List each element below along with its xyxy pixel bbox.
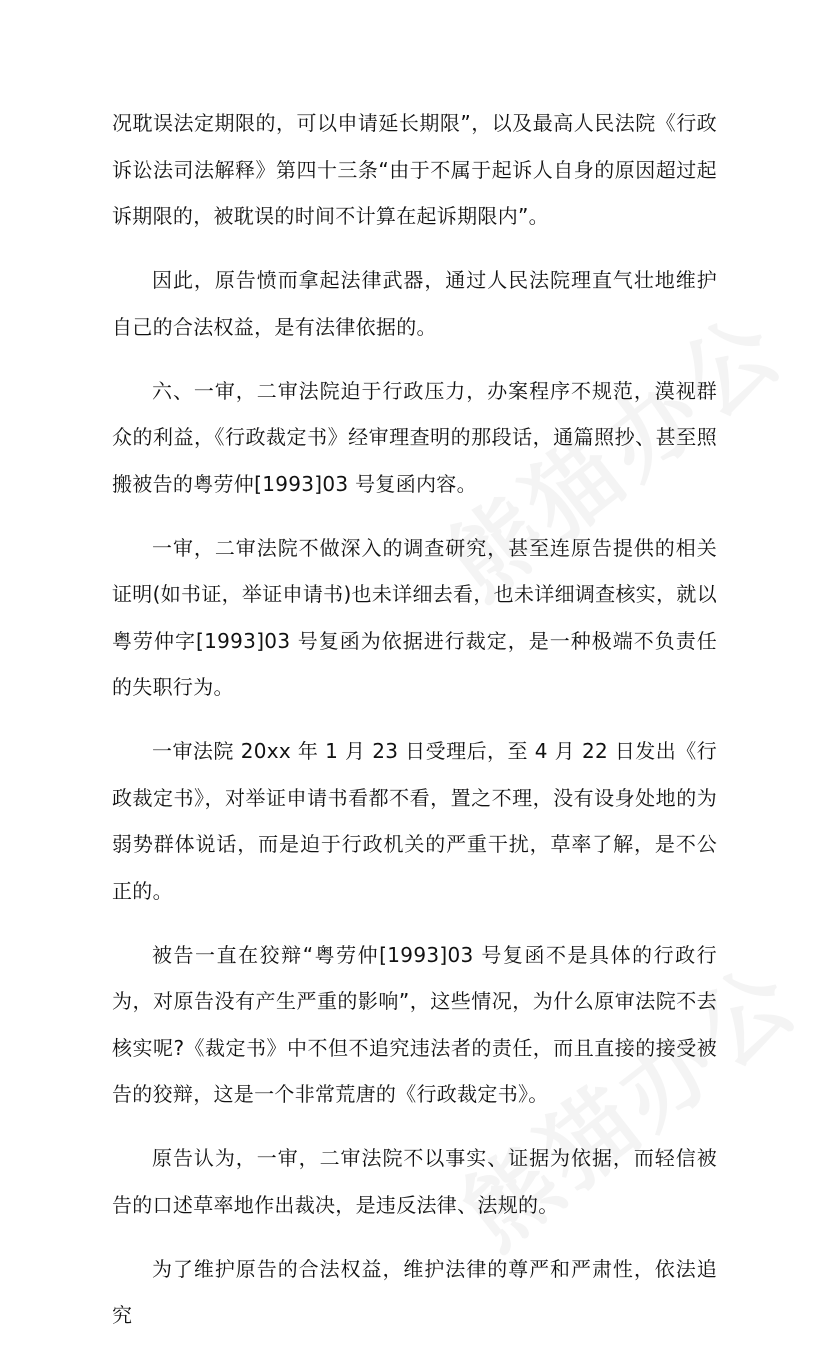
- paragraph-2: 因此，原告愤而拿起法律武器，通过人民法院理直气壮地维护自己的合法权益，是有法律依据的。: [112, 268, 717, 339]
- paragraph-4: 一审，二审法院不做深入的调查研究，甚至连原告提供的相关证明(如书证，举证申请书)也未详细去看，也未详细调查核实，就以粤劳仲字[1993]03 号复函为依据进行裁定，是一种极端不负责任的失职行为。: [112, 535, 717, 699]
- paragraph-8: 为了维护原告的合法权益，维护法律的尊严和严肃性，依法追究: [112, 1256, 717, 1327]
- paragraph-1: 况耽误法定期限的，可以申请延长期限”，以及最高人民法院《行政诉讼法司法解释》第四十三条“由于不属于起诉人自身的原因超过起诉期限的，被耽误的时间不计算在起诉期限内”。: [112, 111, 717, 228]
- paragraph-5: 一审法院 20xx 年 1 月 23 日受理后，至 4 月 22 日发出《行政裁定书》，对举证申请书看都不看，置之不理，没有设身处地的为弱势群体说话，而是迫于行政机关的严重干扰，草率了解，是不公正的。: [112, 739, 717, 903]
- paragraph-6: 被告一直在狡辩“粤劳仲[1993]03 号复函不是具体的行政行为，对原告没有产生严重的影响”，这些情况，为什么原审法院不去核实呢?《裁定书》中不但不追究违法者的责任，而且直接的接受被告的狡辩，这是一个非常荒唐的《行政裁定书》。: [112, 942, 717, 1106]
- paragraph-7: 原告认为，一审，二审法院不以事实、证据为依据，而轻信被告的口述草率地作出裁决，是违反法律、法规的。: [112, 1146, 717, 1217]
- paragraph-3: 六、一审，二审法院迫于行政压力，办案程序不规范，漠视群众的利益，《行政裁定书》经审理查明的那段话，通篇照抄、甚至照搬被告的粤劳仲[1993]03 号复函内容。: [112, 378, 717, 496]
- document-body: [112, 100, 717, 1356]
